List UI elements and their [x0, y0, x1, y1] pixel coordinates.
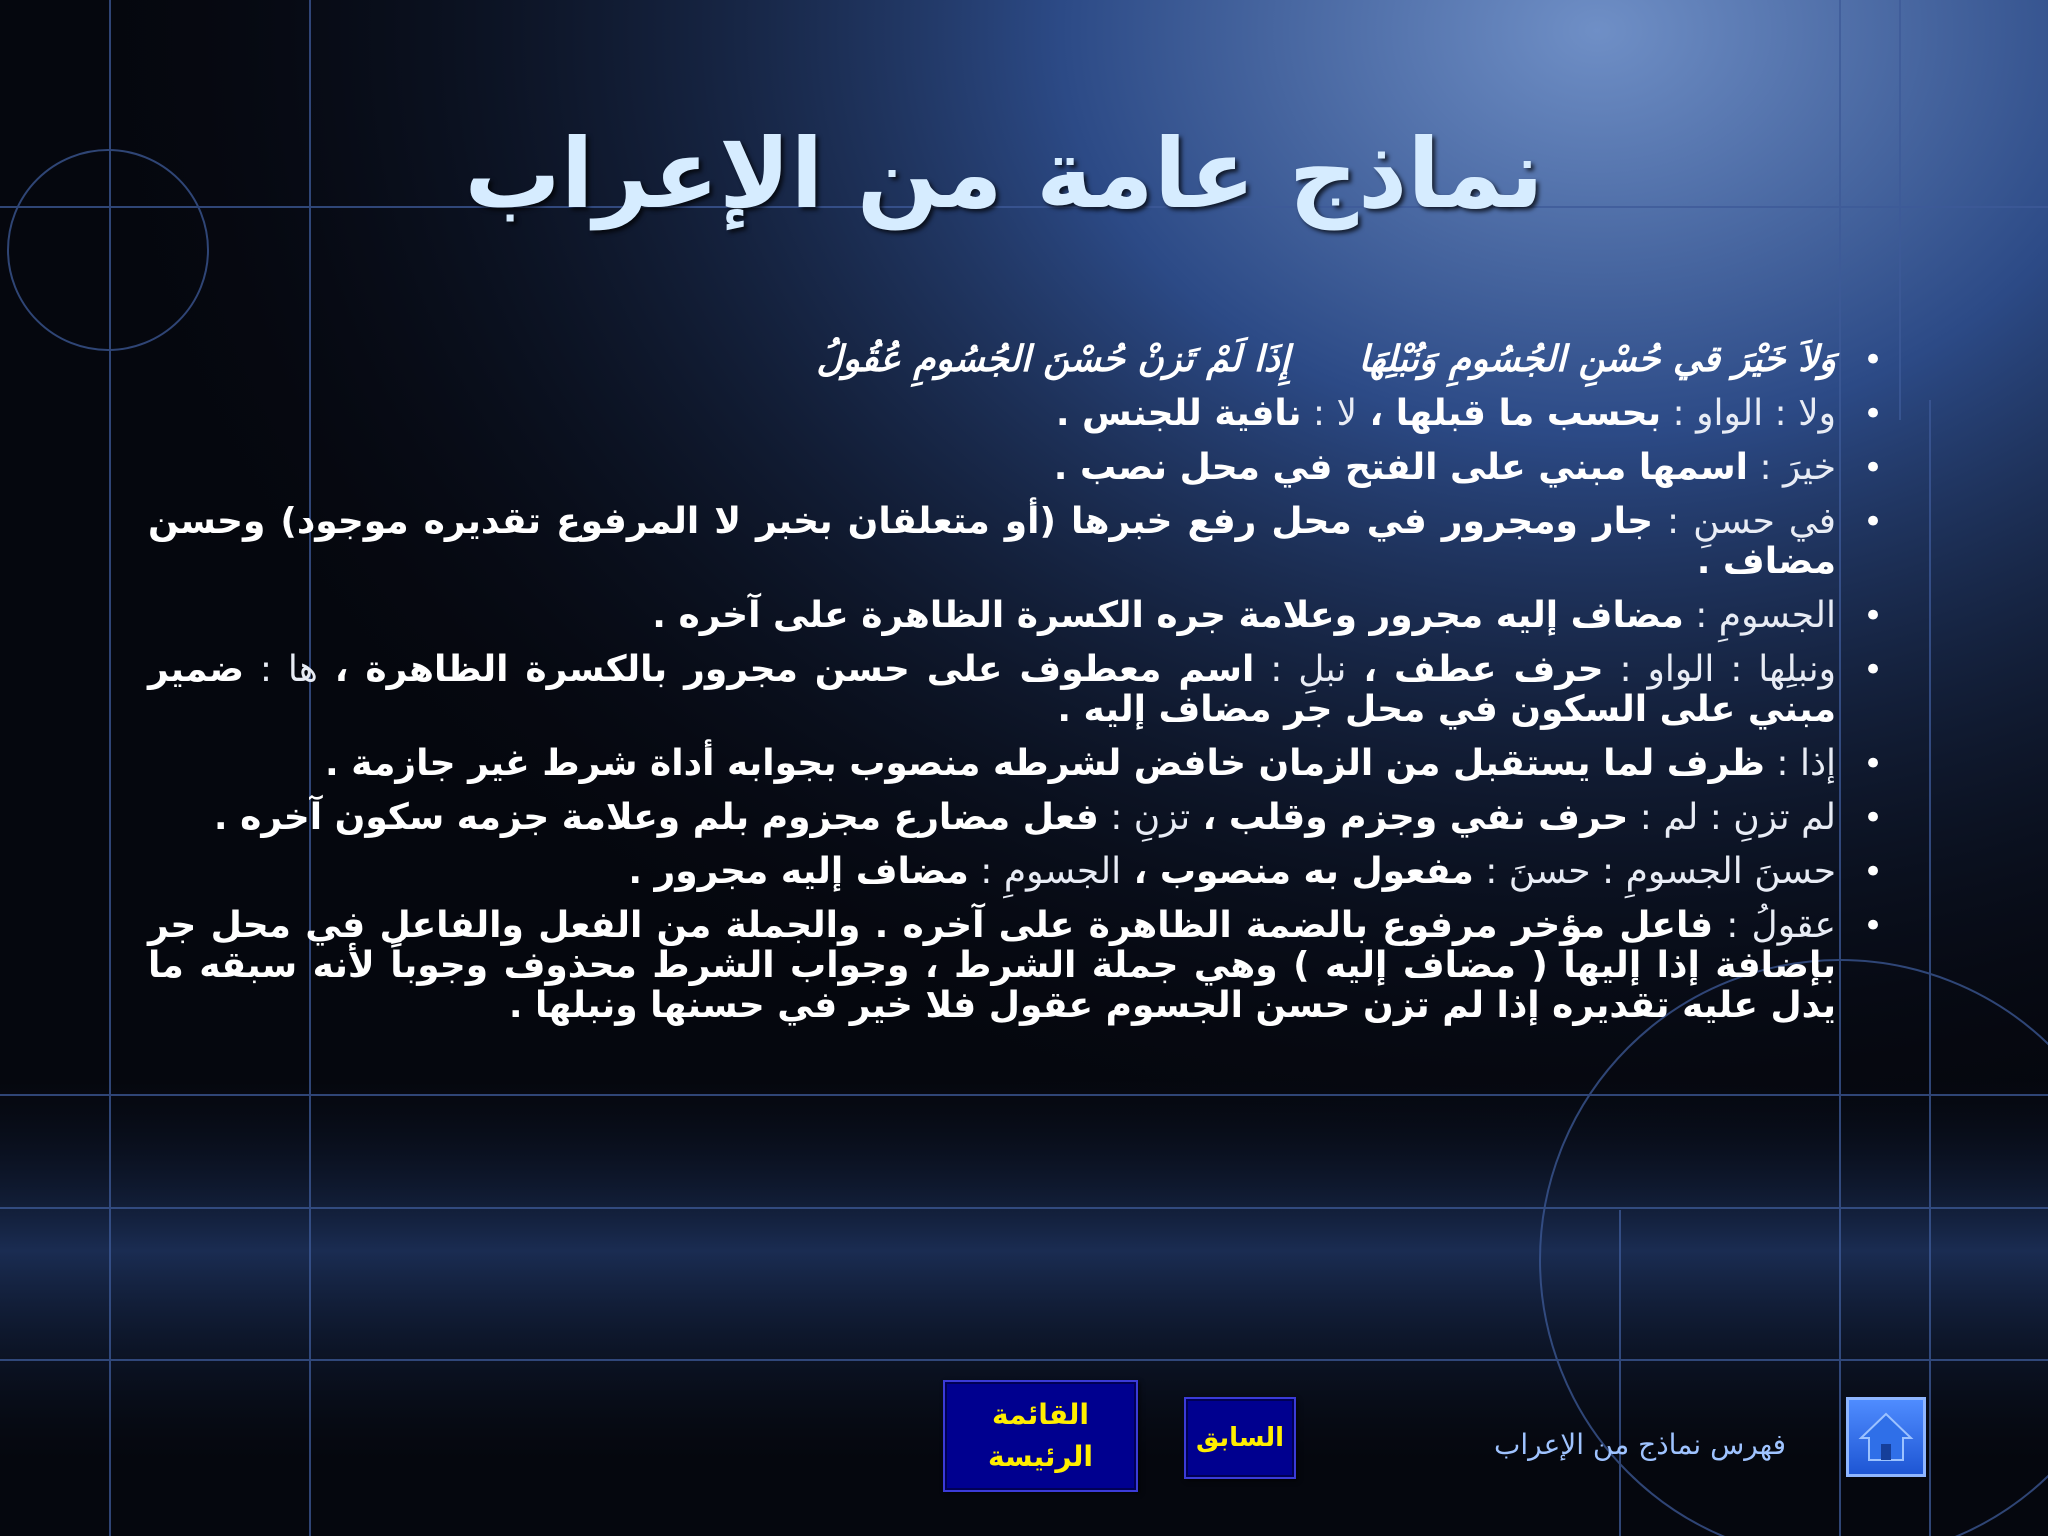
- word-label: نبلِ :: [1254, 649, 1347, 690]
- content-area: [148, 340, 1898, 1040]
- word-label: خيرَ :: [1748, 447, 1836, 488]
- analysis-text: فاعل مؤخر مرفوع بالضمة الظاهرة على آخره . والجملة من الفعل والفاعل في محل جر بإضافة إذا إليها ( مضاف إليه ) وهي جملة الشرط ، وجواب الشرط محذوف وجوباً لأنه سبقه ما يدل عليه تقديره إذا لم تزن حسن الجسوم عقول فلا خير في حسنها ونبلها .: [148, 905, 1836, 1026]
- bullet-icon: •: [1862, 650, 1884, 690]
- bullet-icon: •: [1862, 502, 1884, 542]
- analysis-item: [148, 394, 1898, 434]
- analysis-item: [148, 852, 1898, 892]
- analysis-text: بحسب ما قبلها ،: [1357, 393, 1662, 434]
- word-label: الجسومِ :: [968, 851, 1122, 892]
- analysis-item: [148, 650, 1898, 730]
- analysis-text: مضاف إليه مجرور وعلامة جره الكسرة الظاهرة على آخره .: [652, 595, 1684, 636]
- word-label: ها :: [244, 649, 318, 690]
- analysis-item: [148, 906, 1898, 1026]
- word-label: إذا :: [1764, 743, 1836, 784]
- analysis-item: [148, 502, 1898, 582]
- home-icon[interactable]: [1846, 1397, 1926, 1477]
- analysis-text: اسم معطوف على حسن مجرور بالكسرة الظاهرة ،: [317, 649, 1255, 690]
- bullet-icon: •: [1862, 340, 1884, 380]
- analysis-text: نافية للجنس .: [1055, 393, 1302, 434]
- analysis-text: ضمير مبني على السكون في محل جر مضاف إليه .: [148, 649, 1836, 730]
- word-label: ونبلِها : الواو :: [1603, 649, 1837, 690]
- word-label: حسنَ الجسومِ : حسنَ :: [1473, 851, 1836, 892]
- analysis-text: حرف نفي وجزم وقلب ،: [1190, 797, 1629, 838]
- word-label: تزنِ :: [1098, 797, 1191, 838]
- analysis-item: [148, 744, 1898, 784]
- index-link[interactable]: فهرس نماذج من الإعراب: [1493, 1428, 1787, 1461]
- analysis-text: فعل مضارع مجزوم بلم وعلامة جزمه سكون آخره .: [213, 797, 1099, 838]
- verse-first-half: وَلاَ خَيْرَ قي حُسْنِ الجُسُومِ وَنُبْلِهَا: [1358, 339, 1836, 380]
- bullet-icon: •: [1862, 394, 1884, 434]
- bullet-icon: •: [1862, 852, 1884, 892]
- analysis-text: ظرف لما يستقبل من الزمان خافض لشرطه منصوب بجوابه أداة شرط غير جازمة .: [325, 743, 1765, 784]
- word-label: عقولُ :: [1713, 905, 1836, 946]
- analysis-text: مضاف إليه مجرور .: [628, 851, 969, 892]
- bullet-list: [148, 340, 1898, 1026]
- word-label: لم تزنِ : لم :: [1628, 797, 1836, 838]
- bullet-icon: •: [1862, 596, 1884, 636]
- analysis-item: [148, 798, 1898, 838]
- analysis-text: اسمها مبني على الفتح في محل نصب .: [1053, 447, 1748, 488]
- verse-second-half: إِذَا لَمْ تَزنْ حُسْنَ الجُسُومِ عُقُولُ: [816, 339, 1290, 380]
- word-label: في حسنِ :: [1653, 501, 1837, 542]
- word-label: لا :: [1301, 393, 1358, 434]
- bullet-icon: •: [1862, 744, 1884, 784]
- analysis-text: مفعول به منصوب ،: [1121, 851, 1474, 892]
- analysis-text: حرف عطف ،: [1346, 649, 1604, 690]
- bullet-icon: •: [1862, 906, 1884, 946]
- verse-item: [148, 340, 1898, 380]
- home-house-icon: [1849, 1400, 1923, 1474]
- analysis-item: [148, 448, 1898, 488]
- analysis-text: جار ومجرور في محل رفع خبرها (أو متعلقان بخبر لا المرفوع تقديره موجود) وحسن مضاف .: [148, 501, 1836, 582]
- bullet-icon: •: [1862, 448, 1884, 488]
- word-label: الجسومِ :: [1683, 595, 1836, 636]
- main-menu-button[interactable]: القائمة الرئيسة: [943, 1380, 1138, 1492]
- word-label: ولا : الواو :: [1661, 393, 1836, 434]
- bullet-icon: •: [1862, 798, 1884, 838]
- page-title: نماذج عامة من الإعراب: [464, 118, 1544, 230]
- analysis-item: [148, 596, 1898, 636]
- previous-button[interactable]: السابق: [1184, 1397, 1296, 1479]
